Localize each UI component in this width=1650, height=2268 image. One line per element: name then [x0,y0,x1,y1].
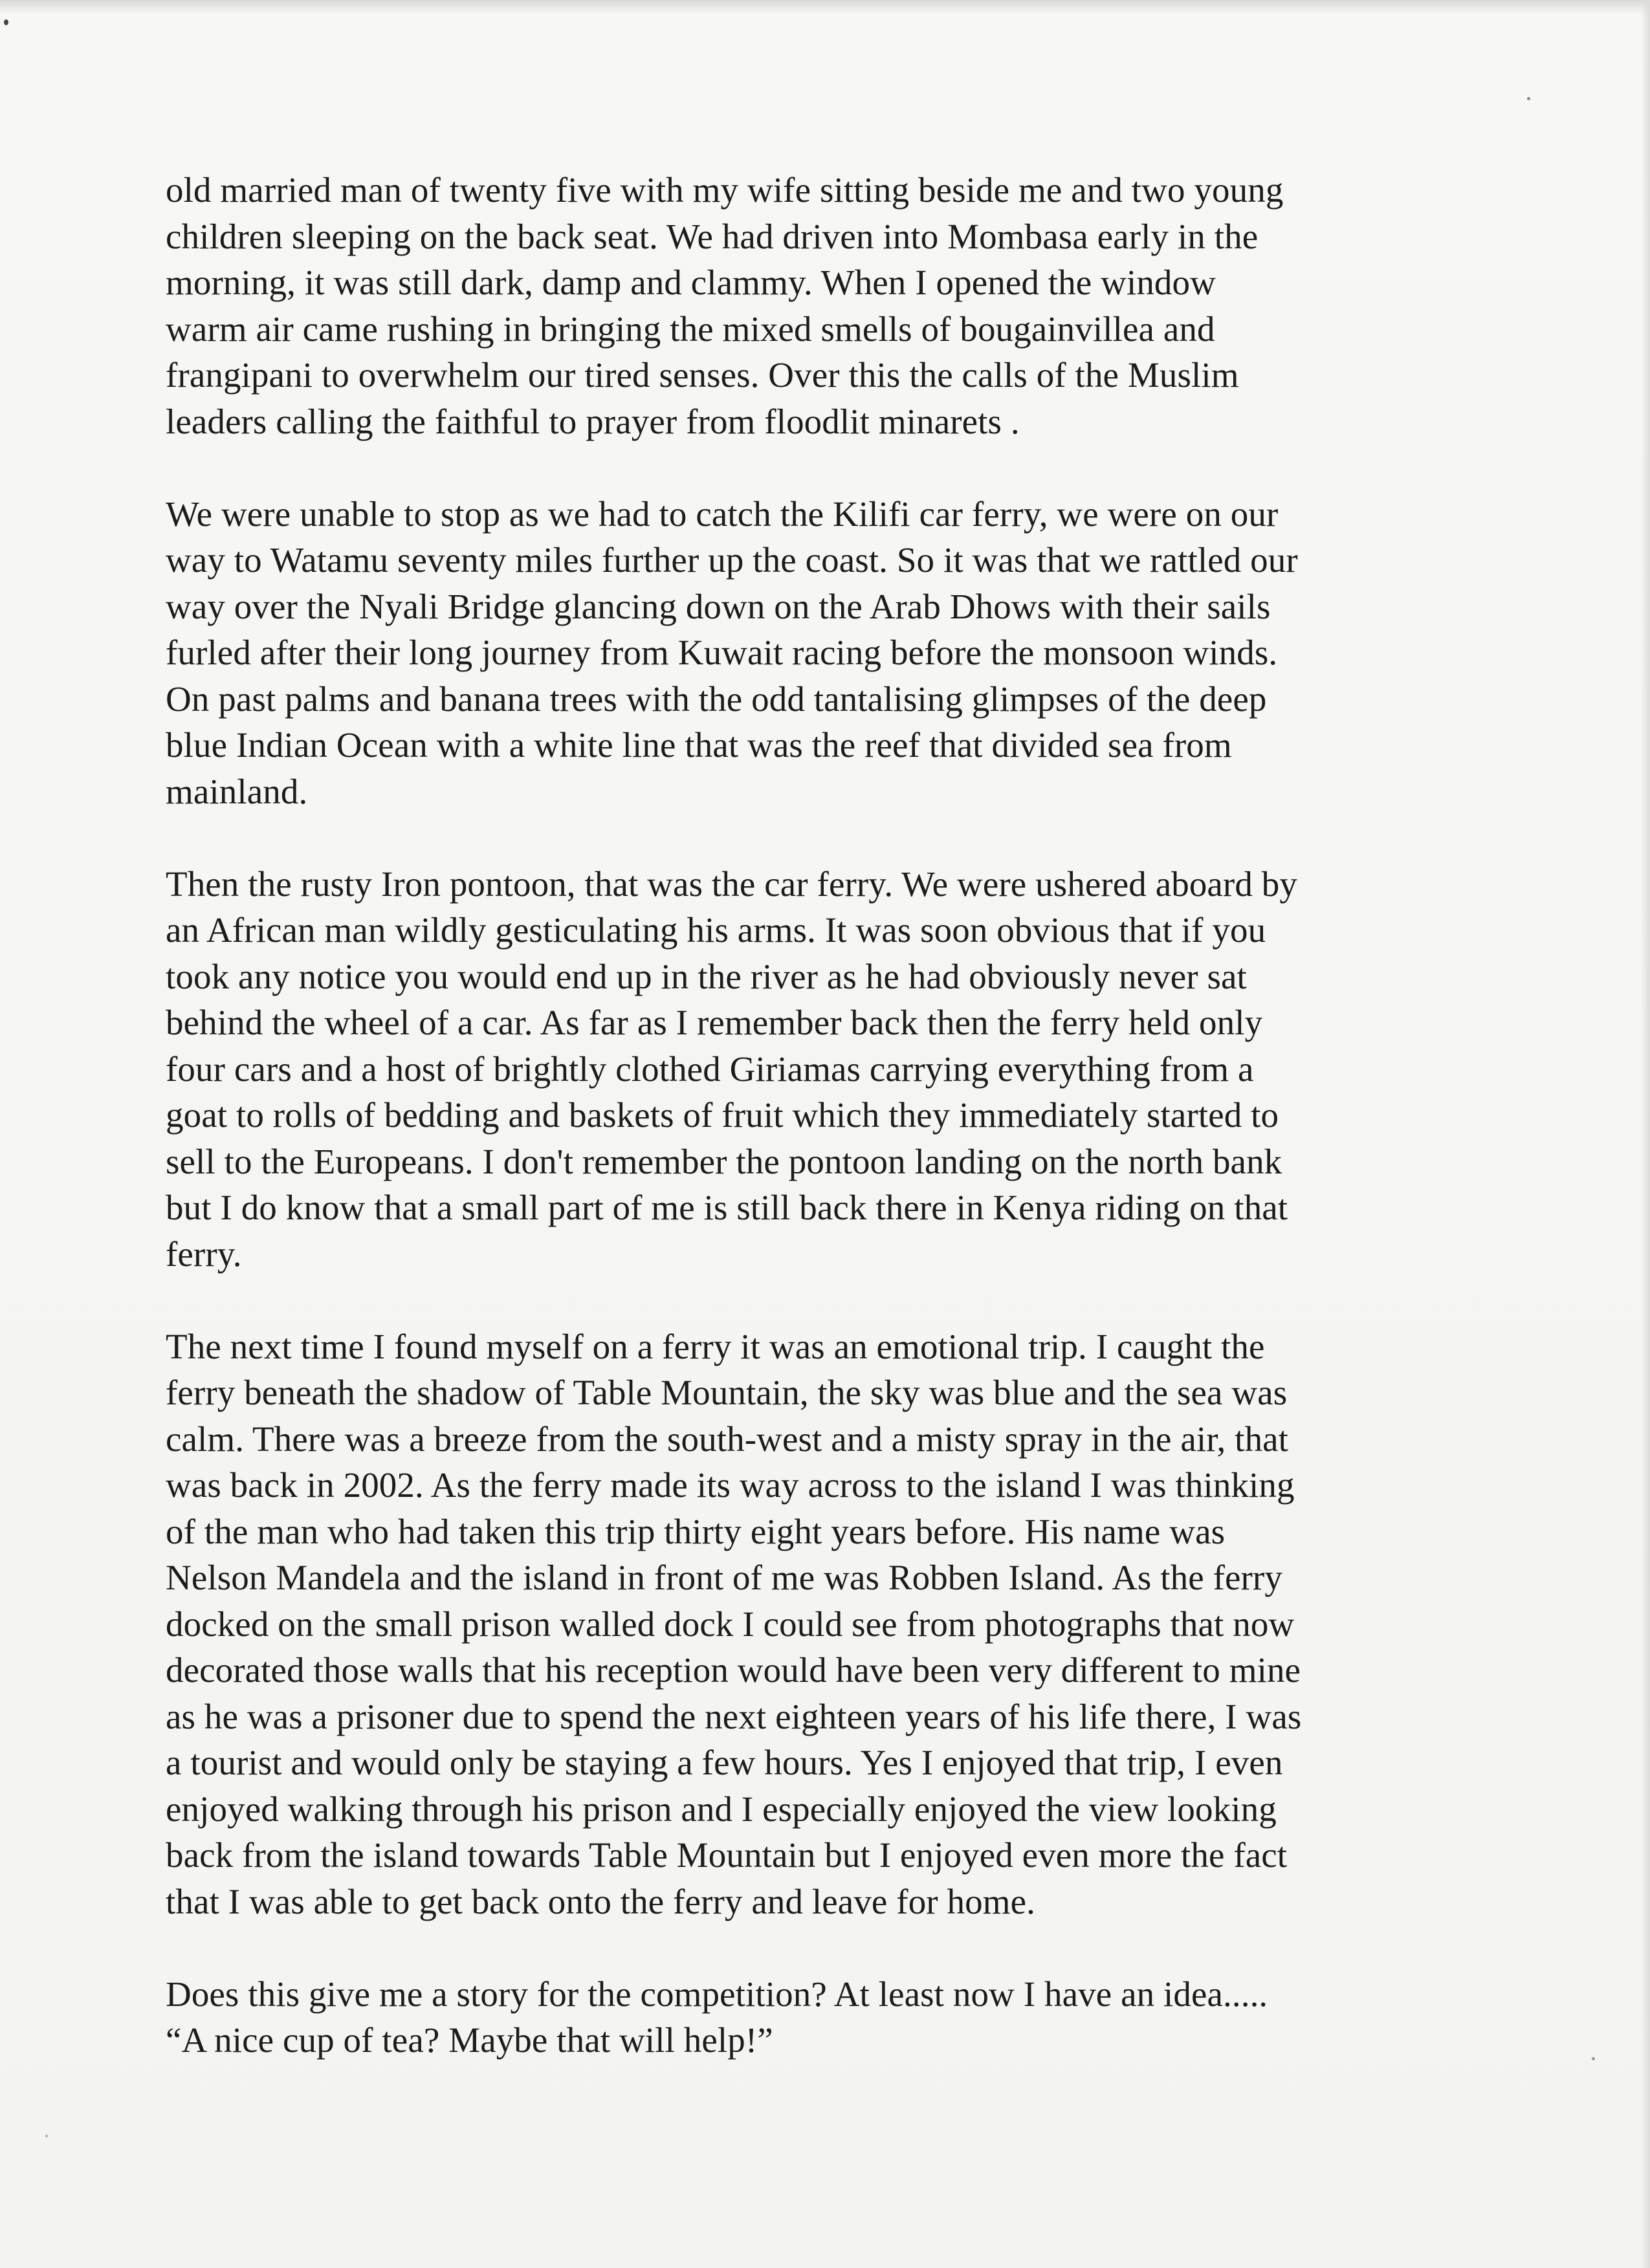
text-line: enjoyed walking through his prison and I especially enjoyed the view looking [166,1789,1277,1829]
text-line: The next time I found myself on a ferry it was an emotional trip. I caught the [166,1326,1265,1366]
text-line: calm. There was a breeze from the south-west and a misty spray in the air, that [166,1419,1289,1459]
paragraph-3 [166,861,1492,1278]
text-line: frangipani to overwhelm our tired senses. Over this the calls of the Muslim [166,355,1239,395]
text-line: mainland. [166,771,308,811]
text-line: Does this give me a story for the competition? At least now I have an idea..... [166,1974,1268,2014]
text-line: way over the Nyali Bridge glancing down on the Arab Dhows with their sails [166,586,1271,626]
text-line: furled after their long journey from Kuwait racing before the monsoon winds. [166,633,1278,672]
page-top-edge [0,0,1650,14]
text-line: ferry beneath the shadow of Table Mountain, the sky was blue and the sea was [166,1373,1288,1412]
text-line: decorated those walls that his reception would have been very different to mine [166,1650,1301,1690]
text-line: Nelson Mandela and the island in front of me was Robben Island. As the ferry [166,1558,1282,1597]
text-line: We were unable to stop as we had to catch the Kilifi car ferry, we were on our [166,494,1279,534]
paragraph-4 [166,1324,1492,1925]
text-line: morning, it was still dark, damp and clammy. When I opened the window [166,263,1216,302]
text-line: a tourist and would only be staying a few hours. Yes I enjoyed that trip, I even [166,1743,1283,1782]
text-line: back from the island towards Table Mountain but I enjoyed even more the fact [166,1835,1288,1875]
text-line: but I do know that a small part of me is still back there in Kenya riding on that [166,1188,1288,1227]
text-line: “A nice cup of tea? Maybe that will help!” [166,2020,773,2060]
text-line: old married man of twenty five with my wife sitting beside me and two young [166,170,1284,210]
page-right-edge [1641,0,1650,2268]
text-line: docked on the small prison walled dock I could see from photographs that now [166,1604,1295,1644]
text-line: an African man wildly gesticulating his arms. It was soon obvious that if you [166,910,1266,950]
text-line: goat to rolls of bedding and baskets of fruit which they immediately started to [166,1095,1279,1135]
text-line: warm air came rushing in bringing the mixed smells of bougainvillea and [166,309,1215,349]
text-line: leaders calling the faithful to prayer from floodlit minarets . [166,401,1020,441]
text-line: took any notice you would end up in the river as he had obviously never sat [166,956,1247,996]
text-line: sell to the Europeans. I don't remember the pontoon landing on the north bank [166,1141,1282,1181]
paragraph-1 [166,167,1492,444]
document-body [166,167,1492,2064]
scan-speck [4,19,8,25]
paragraph-2 [166,491,1492,815]
scan-speck [1592,2057,1595,2060]
paragraph-5 [166,1971,1492,2064]
text-line: ferry. [166,1234,242,1274]
text-line: children sleeping on the back seat. We had driven into Mombasa early in the [166,216,1259,256]
text-line: that I was able to get back onto the ferry and leave for home. [166,1881,1036,1921]
text-line: blue Indian Ocean with a white line that was the reef that divided sea from [166,725,1232,765]
text-line: of the man who had taken this trip thirty eight years before. His name was [166,1511,1226,1551]
scan-speck [1527,97,1530,100]
text-line: behind the wheel of a car. As far as I remember back then the ferry held only [166,1003,1263,1042]
text-line: way to Watamu seventy miles further up the coast. So it was that we rattled our [166,540,1298,580]
text-line: was back in 2002. As the ferry made its way across to the island I was thinking [166,1465,1295,1505]
text-line: On past palms and banana trees with the odd tantalising glimpses of the deep [166,679,1267,719]
text-line: as he was a prisoner due to spend the next eighteen years of his life there, I was [166,1696,1302,1736]
text-line: Then the rusty Iron pontoon, that was the car ferry. We were ushered aboard by [166,864,1298,904]
text-line: four cars and a host of brightly clothed Giriamas carrying everything from a [166,1049,1254,1089]
scan-speck [45,2135,48,2137]
